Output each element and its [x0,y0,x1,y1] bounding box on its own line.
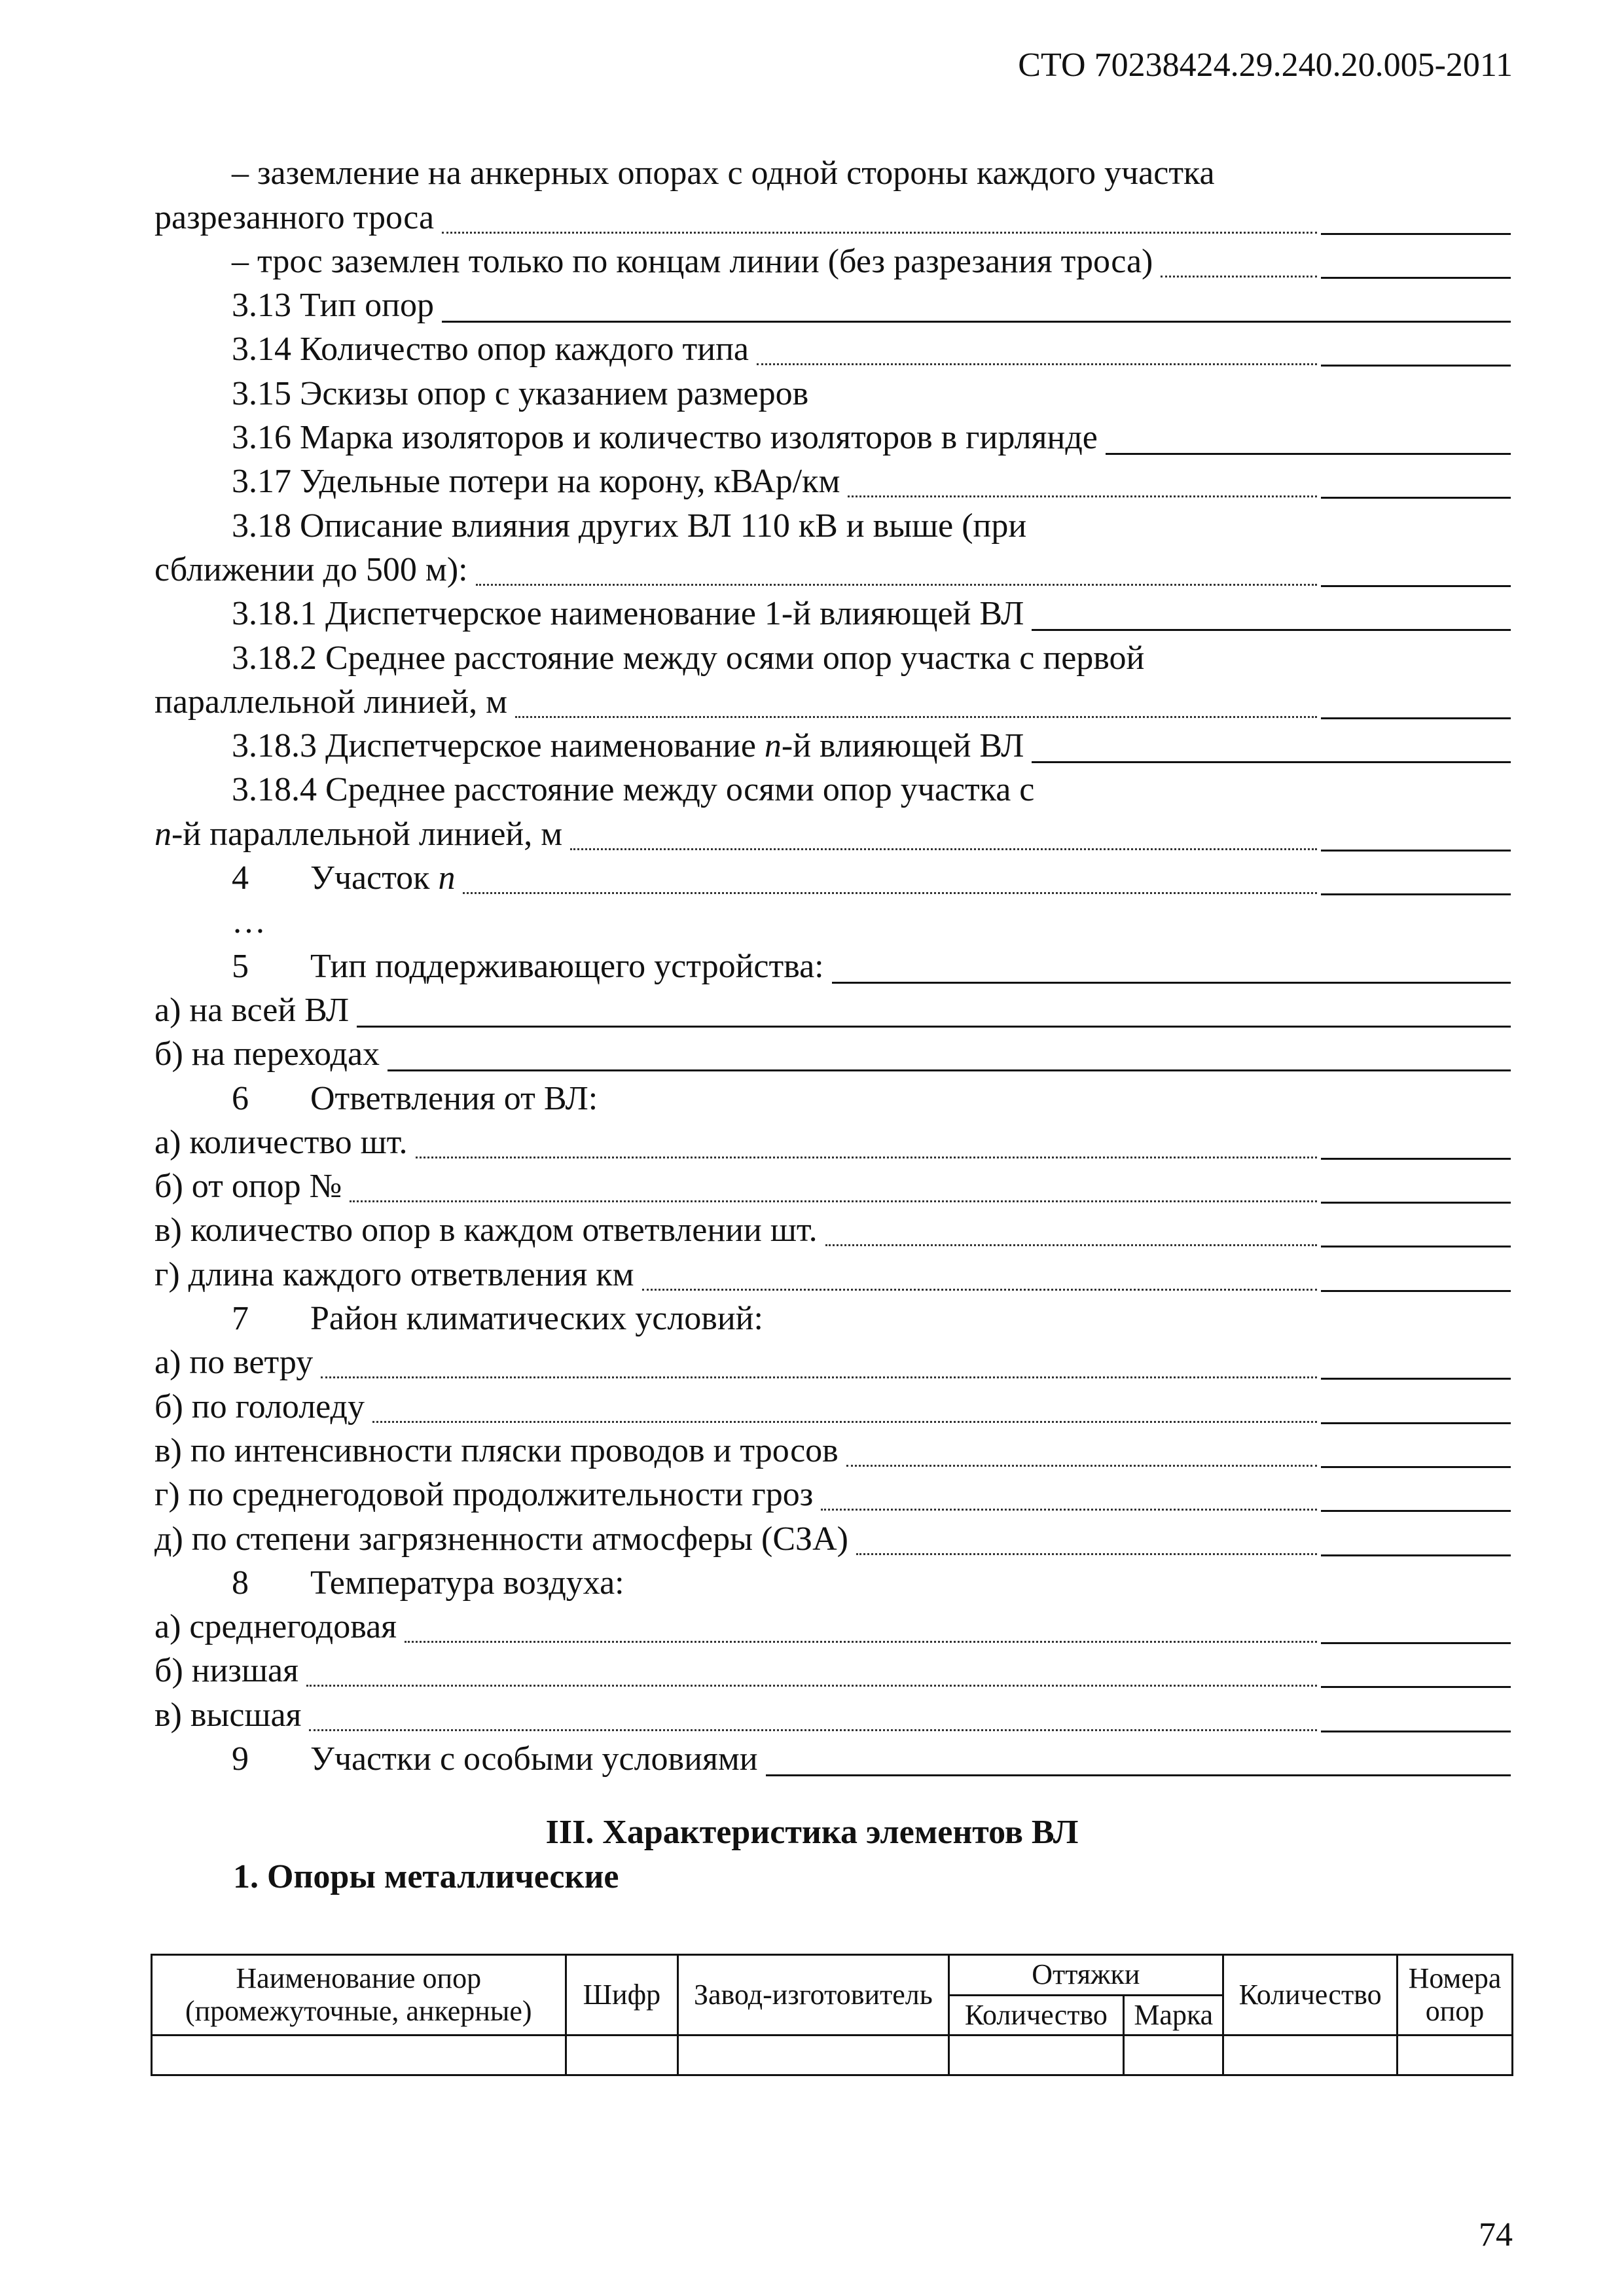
form-line [154,1035,1511,1079]
form-line [154,1124,1511,1168]
line-label: а) на всей ВЛ [154,991,350,1029]
form-line [154,551,1511,595]
form-line [154,507,1511,550]
table-row [152,2036,1513,2075]
line-label: 3.13 Тип опор [232,287,434,325]
fill-in-field[interactable] [766,1740,1511,1784]
towers-table [151,1954,1513,2076]
fill-in-field[interactable] [357,992,1511,1035]
form-line [154,1608,1511,1652]
col-header-tower-numbers: Номера опор [1398,1955,1513,2036]
line-label: в) по интенсивности пляски проводов и тросов [154,1431,839,1469]
fill-in-field[interactable] [1161,243,1511,287]
fill-in-field[interactable] [321,1344,1511,1388]
col-header-manufacturer: Завод-изготовитель [678,1955,948,2036]
table-cell[interactable] [948,2036,1124,2075]
line-label: 3.17 Удельные потери на корону, кВАр/км [232,463,840,501]
form-line [154,463,1511,507]
fill-in-field[interactable] [405,1608,1511,1652]
table-cell[interactable] [566,2036,678,2075]
form-line [154,287,1511,331]
form-line [154,992,1511,1035]
item-number: 7 [232,1300,249,1338]
line-label: г) длина каждого ответвления км [154,1255,634,1293]
form-line [154,1300,1511,1344]
document-code: СТО 70238424.29.240.20.005-2011 [1018,46,1513,84]
line-label: а) по ветру [154,1344,314,1382]
line-label: Тип поддерживающего устройства: [310,947,824,985]
fill-in-field[interactable] [442,198,1511,242]
form-line [154,419,1511,463]
fill-in-field[interactable] [515,683,1511,727]
table-cell[interactable] [1223,2036,1398,2075]
line-label: Ответвления от ВЛ: [310,1079,598,1117]
fill-in-field[interactable] [388,1035,1511,1079]
line-label: 3.16 Марка изоляторов и количество изоляторов в гирлянде [232,419,1098,457]
form-line [154,859,1511,903]
fill-in-field[interactable] [856,1520,1511,1564]
form-line [154,771,1511,815]
line-label: б) по гололеду [154,1388,365,1426]
fill-in-field[interactable] [570,815,1511,859]
line-label: б) низшая [154,1652,299,1690]
form-line [154,331,1511,374]
section-subtitle: 1. Опоры металлические [233,1858,619,1895]
item-number: 5 [232,947,249,985]
form-line [154,198,1511,242]
line-label: 3.15 Эскизы опор с указанием размеров [232,374,809,412]
form-line [154,243,1511,287]
line-label: 3.18.4 Среднее расстояние между осями опор участка с [232,771,1035,809]
fill-in-field[interactable] [476,551,1511,595]
line-label: д) по степени загрязненности атмосферы (СЗА) [154,1520,848,1558]
form-line [154,639,1511,683]
col-header-guys-brand: Марка [1124,1995,1223,2036]
col-header-count: Количество [1223,1955,1398,2036]
col-header-guys-count: Количество [948,1995,1124,2036]
form-line [154,1432,1511,1476]
line-label: – трос заземлен только по концам линии (без разрезания троса) [232,242,1153,280]
line-label: 3.18 Описание влияния других ВЛ 110 кВ и выше (при [232,507,1027,545]
line-label: г) по среднегодовой продолжительности гроз [154,1476,814,1514]
item-number: 8 [232,1564,249,1602]
form-line [154,947,1511,991]
form-line [154,903,1511,947]
line-label: б) на переходах [154,1035,380,1073]
item-number: 9 [232,1740,249,1778]
fill-in-field[interactable] [309,1696,1511,1740]
col-header-guys: Оттяжки [948,1955,1223,1996]
line-label: в) количество опор в каждом ответвлении шт. [154,1211,818,1249]
line-label: параллельной линией, м [154,683,507,721]
form-line [154,1696,1511,1740]
line-label: разрезанного троса [154,198,435,236]
form-line [154,595,1511,639]
form-line [154,1344,1511,1388]
form-line [154,1388,1511,1431]
fill-in-field[interactable] [442,287,1511,331]
line-label: 3.18.2 Среднее расстояние между осями опор участка с первой [232,639,1145,677]
form-lines [154,154,1511,1784]
line-label: а) среднегодовая [154,1608,397,1646]
fill-in-field[interactable] [642,1255,1511,1299]
line-label: в) высшая [154,1696,302,1734]
col-header-cipher: Шифр [566,1955,678,2036]
fill-in-field[interactable] [463,859,1511,903]
table-cell[interactable] [1398,2036,1513,2075]
fill-in-field[interactable] [416,1124,1511,1168]
fill-in-field[interactable] [825,1211,1511,1255]
line-label: Участки с особыми условиями [310,1740,758,1778]
line-label: 3.18.1 Диспетчерское наименование 1-й влияющей ВЛ [232,595,1024,633]
page-number: 74 [1479,2216,1513,2253]
table-cell[interactable] [1124,2036,1223,2075]
line-label: а) количество шт. [154,1123,408,1161]
form-line [154,727,1511,771]
fill-in-field[interactable] [1032,595,1511,639]
form-line [154,1079,1511,1123]
col-header-tower-name: Наименование опор (промежуточные, анкерные) [152,1955,566,2036]
form-line [154,374,1511,418]
form-line [154,1255,1511,1299]
line-label: n-й параллельной линией, м [154,815,563,853]
line-label: – заземление на анкерных опорах с одной стороны каждого участка [232,154,1215,192]
fill-in-field[interactable] [306,1652,1511,1696]
form-line [154,1564,1511,1608]
fill-in-field[interactable] [832,947,1511,991]
line-label: Район климатических условий: [310,1300,763,1338]
line-label: … [232,903,266,941]
form-line [154,1520,1511,1564]
line-label: Температура воздуха: [310,1564,624,1602]
form-line [154,683,1511,727]
form-line [154,1476,1511,1520]
fill-in-field[interactable] [350,1168,1511,1211]
form-line [154,1740,1511,1784]
line-label: б) от опор № [154,1168,342,1206]
item-number: 6 [232,1079,249,1117]
table-cell[interactable] [678,2036,948,2075]
section-title: III. Характеристика элементов ВЛ [545,1814,1079,1851]
line-label: сближении до 500 м): [154,550,468,588]
fill-in-field[interactable] [757,331,1511,374]
fill-in-field[interactable] [846,1432,1511,1476]
fill-in-field[interactable] [848,463,1511,507]
line-label: 3.14 Количество опор каждого типа [232,331,749,368]
fill-in-field[interactable] [372,1388,1511,1431]
table-cell[interactable] [152,2036,566,2075]
fill-in-field[interactable] [1106,419,1511,463]
fill-in-field[interactable] [821,1476,1511,1520]
form-line [154,815,1511,859]
line-label: 3.18.3 Диспетчерское наименование n-й влияющей ВЛ [232,727,1024,765]
fill-in-field[interactable] [1032,727,1511,771]
item-number: 4 [232,859,249,897]
form-line [154,154,1511,198]
form-line [154,1168,1511,1211]
form-line [154,1211,1511,1255]
form-line [154,1652,1511,1696]
line-label: Участок n [310,859,456,897]
